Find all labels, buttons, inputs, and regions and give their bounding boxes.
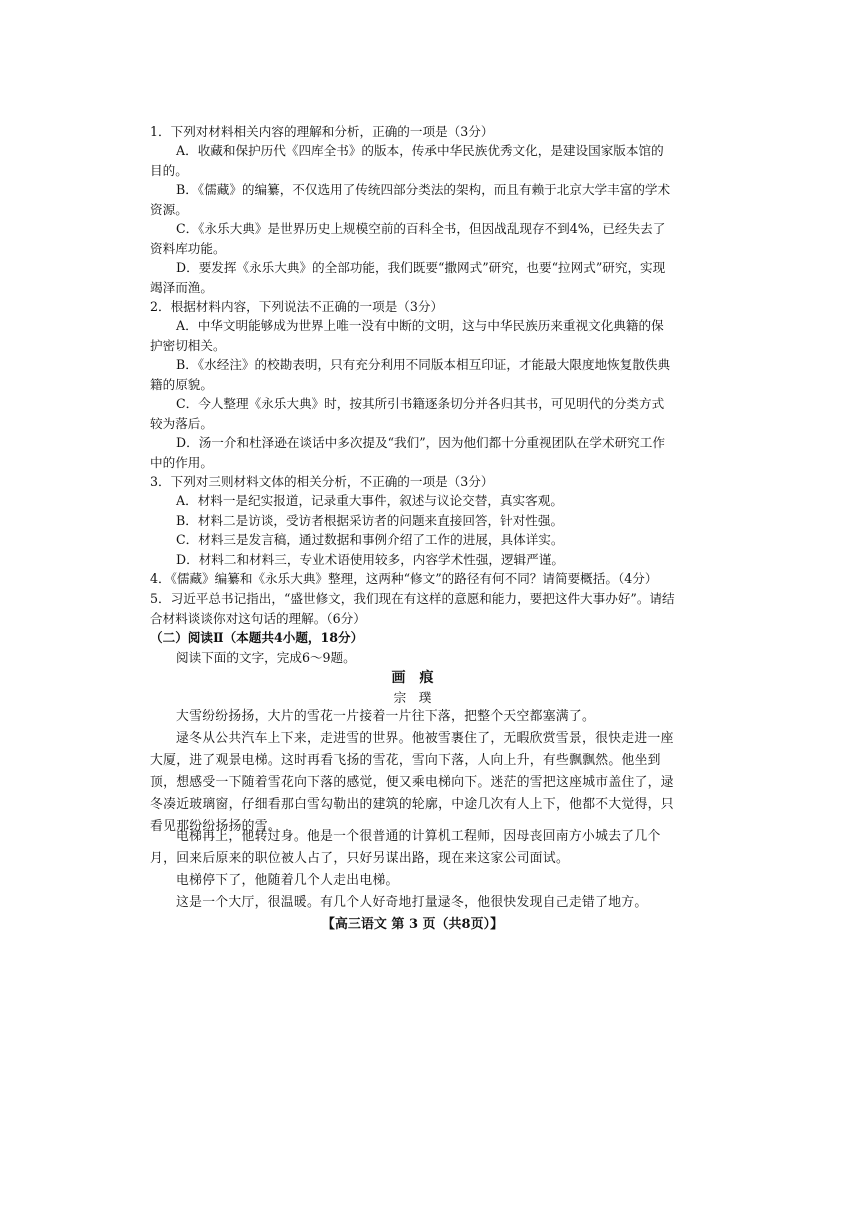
- q4: 4．《儒藏》编纂和《永乐大典》整理，这两种“修文”的路径有何不同？请简要概括。（4分）: [150, 571, 658, 586]
- q1-option-a: A．收藏和保护历代《四库全书》的版本，传承中华民族优秀文化，是建设国家版本馆的目的。: [150, 143, 664, 178]
- page-footer: 【高三语文 第 3 页（共8页）】: [321, 917, 504, 932]
- section-heading: （二）阅读Ⅱ（本题共4小题，18分）: [150, 630, 364, 645]
- story-paragraph-2: 逯冬从公共汽车上下来，走进雪的世界。他被雪裹住了，无暇欣赏雪景，很快走进一座大厦，进了观景电梯。这时再看飞扬的雪花，雪向下落，人向上升，有些飘飘然。他坐到顶，想感受一下随着雪花向下落的感觉，便又乘电梯向下。迷茫的雪把这座城市盖住了，逯冬凑近玻璃窗，仔细看那白雪勾勒出的建筑的轮廓，中途几次有人上下，他都不大觉得，只看见那纷纷扬扬的雪。: [150, 731, 674, 834]
- q2-option-d: D．汤一介和杜泽逊在谈话中多次提及“我们”，因为他们都十分重视团队在学术研究工作中的作用。: [150, 435, 665, 470]
- q3-option-d: D．材料二和材料三，专业术语使用较多，内容学术性强，逻辑严谨。: [176, 552, 564, 567]
- q1-stem: 1．下列对材料相关内容的理解和分析，正确的一项是（3分）: [150, 124, 494, 139]
- q1-option-d: D．要发挥《永乐大典》的全部功能，我们既要“撒网式”研究，也要“拉网式”研究，实现竭泽而渔。: [150, 260, 666, 295]
- q3-stem: 3．下列对三则材料文体的相关分析，不正确的一项是（3分）: [150, 474, 494, 489]
- story-paragraph-4: 电梯停下了，他随着几个人走出电梯。: [176, 873, 399, 888]
- story-author: 宗 璞: [393, 690, 432, 705]
- q3-option-a: A．材料一是纪实报道，记录重大事件，叙述与议论交替，真实客观。: [176, 493, 563, 508]
- q1-option-c: C．《永乐大典》是世界历史上规模空前的百科全书，但因战乱现存不到4%，已经失去了资料库功能。: [150, 221, 666, 256]
- q1-option-b: B．《儒藏》的编纂，不仅选用了传统四部分类法的架构，而且有赖于北京大学丰富的学术资源。: [150, 182, 671, 217]
- section-instruction: 阅读下面的文字，完成6～9题。: [176, 650, 356, 665]
- story-paragraph-1: 大雪纷纷扬扬，大片的雪花一片接着一片往下落，把整个天空都塞满了。: [176, 709, 596, 724]
- q2-stem: 2．根据材料内容，下列说法不正确的一项是（3分）: [150, 299, 444, 314]
- q2-option-b: B．《水经注》的校勘表明，只有充分利用不同版本相互印证，才能最大限度地恢复散佚典籍的原貌。: [150, 357, 671, 392]
- q3-option-c: C．材料三是发言稿，通过数据和事例介绍了工作的进展，具体详实。: [176, 532, 564, 547]
- story-title: 画 痕: [391, 670, 434, 686]
- q5: 5．习近平总书记指出，“盛世修文，我们现在有这样的意愿和能力，要把这件大事办好”。请结合材料谈谈你对这句话的理解。（6分）: [150, 591, 675, 626]
- story-paragraph-5: 这是一个大厅，很温暖。有几个人好奇地打量逯冬，他很快发现自己走错了地方。: [176, 895, 648, 910]
- q3-option-b: B．材料二是访谈，受访者根据采访者的问题来直接回答，针对性强。: [176, 513, 564, 528]
- q2-option-c: C．今人整理《永乐大典》时，按其所引书籍逐条切分并各归其书，可见明代的分类方式较为落后。: [150, 396, 665, 431]
- q2-option-a: A．中华文明能够成为世界上唯一没有中断的文明，这与中华民族历来重视文化典籍的保护密切相关。: [150, 318, 664, 353]
- story-paragraph-3: 电梯再上，他转过身。他是一个很普通的计算机工程师，因母丧回南方小城去了几个月，回来后原来的职位被人占了，只好另谋出路，现在来这家公司面试。: [150, 829, 661, 866]
